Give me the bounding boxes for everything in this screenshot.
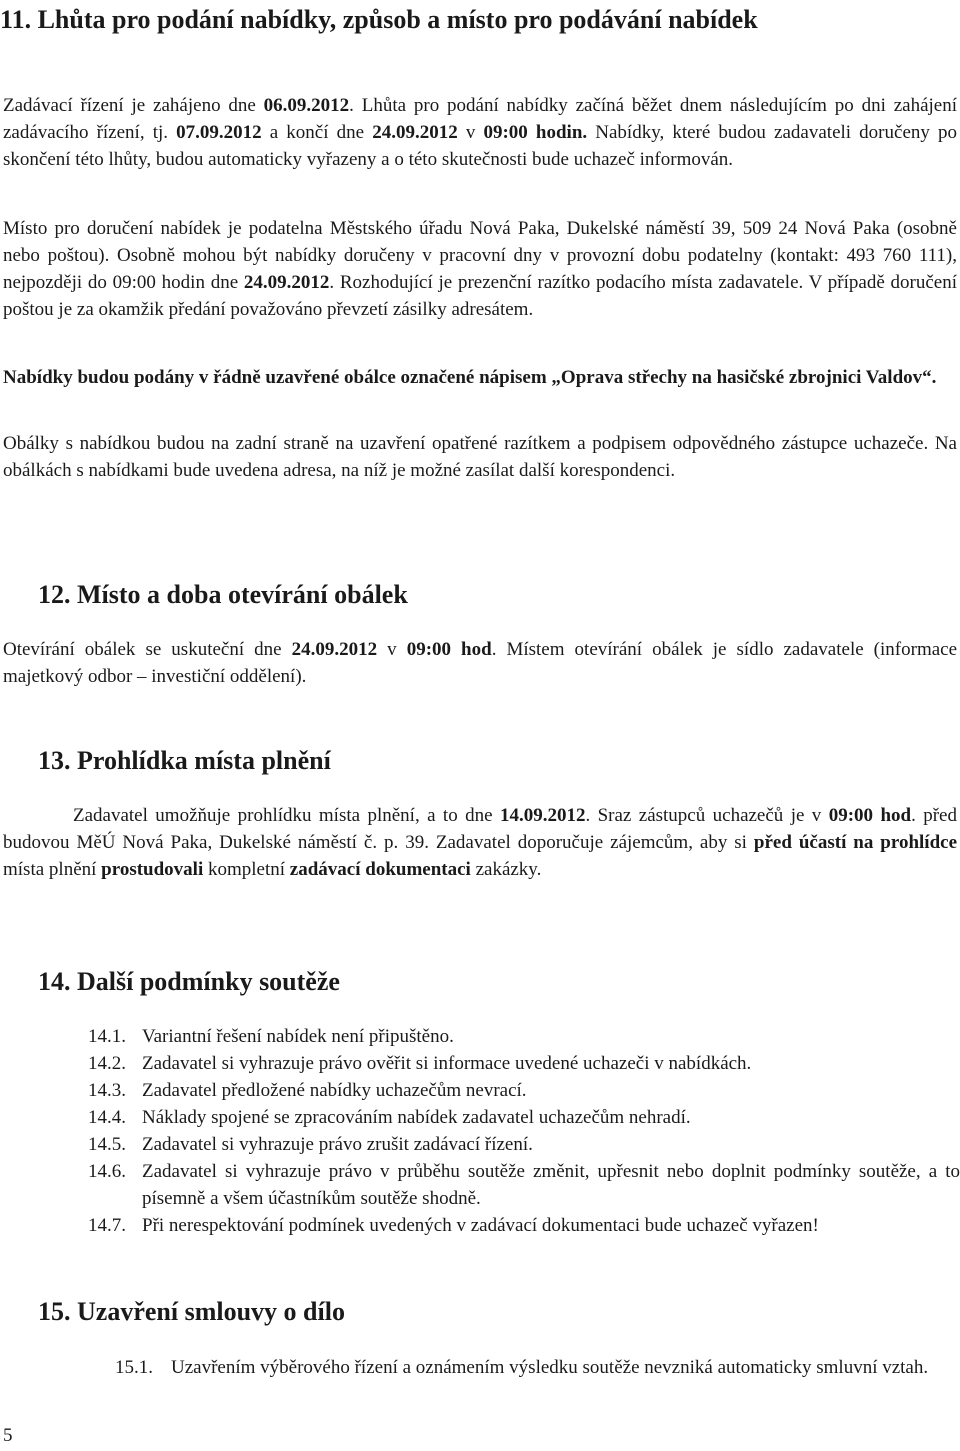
text-run: 24.09.2012 (372, 122, 458, 143)
list-item (88, 1023, 960, 1050)
list-item-number: 14.1. (88, 1026, 126, 1047)
section-11-paragraph-2 (3, 215, 957, 323)
list-item (88, 1104, 960, 1131)
list-item-text: Variantní řešení nabídek není připuštěno. (142, 1026, 454, 1047)
list-item (88, 1050, 960, 1077)
section-11-paragraph-1 (3, 92, 957, 173)
list-item (88, 1158, 960, 1212)
text-run: Otevírání obálek se uskuteční dne (3, 639, 292, 660)
text-run: 09:00 hod (828, 805, 912, 826)
list-item-number: 14.3. (88, 1080, 126, 1101)
list-item-text: Zadavatel předložené nabídky uchazečům nevrací. (142, 1080, 527, 1101)
list-item-number: 14.7. (88, 1215, 126, 1236)
list-item-number: 14.6. (88, 1161, 126, 1182)
text-run: . Sraz zástupců uchazečů je v (585, 805, 829, 826)
section-14-heading: 14. Další podmínky soutěže (38, 967, 340, 996)
section-15-list (115, 1354, 960, 1381)
list-item-number: 14.5. (88, 1134, 126, 1155)
text-run: kompletní (203, 859, 290, 880)
list-item (88, 1077, 960, 1104)
section-14-list (88, 1023, 960, 1239)
text-run: 24.09.2012 (291, 639, 378, 660)
text-run: 14.09.2012 (499, 805, 586, 826)
text-run: 09:00 hodin. (483, 122, 588, 143)
list-item-text: Uzavřením výběrového řízení a oznámením výsledku soutěže nevzniká automaticky smluvní vztah. (171, 1357, 929, 1378)
text-run: 06.09.2012 (263, 95, 350, 116)
section-11-paragraph-4 (3, 430, 957, 484)
text-run: místa plnění (3, 859, 102, 880)
text-run: před účastí na prohlídce (753, 832, 958, 853)
text-run: 24.09.2012 (243, 272, 330, 293)
section-13-paragraph-1 (3, 802, 957, 883)
text-run: 07.09.2012 (176, 122, 262, 143)
text-run: Zadavatel umožňuje prohlídku místa plnění, a to dne (73, 805, 500, 826)
text-run: Nabídky, které budou zadavateli doručeny po skončení této lhůty, budou automaticky vyřazeny a o této skutečnosti bude uchazeč informován. (3, 122, 957, 170)
text-run: . Lhůta pro podání nabídky začíná běžet dnem následujícím po dni zahájení zadávacího řízení, tj. (3, 95, 957, 143)
list-item-text: Náklady spojené se zpracováním nabídek zadavatel uchazečům nehradí. (142, 1107, 691, 1128)
text-run: Obálky s nabídkou budou na zadní straně na uzavření opatřené razítkem a podpisem odpovědného zástupce uchazeče. Na obálkách s nabídkami bude uvedena adresa, na níž je možné zasílat další korespondenci. (3, 433, 957, 481)
list-item-text: Zadavatel si vyhrazuje právo ověřit si informace uvedené uchazeči v nabídkách. (142, 1053, 752, 1074)
section-13-heading: 13. Prohlídka místa plnění (38, 746, 331, 775)
text-run: . Místem otevírání obálek je sídlo zadavatele (informace majetkový odbor – investiční oddělení). (3, 639, 958, 687)
section-11-heading: 11. Lhůta pro podání nabídky, způsob a místo pro podávání nabídek (0, 5, 758, 34)
text-run: Místo pro doručení nabídek je podatelna Městského úřadu Nová Paka, Dukelské náměstí 39, 509 24 Nová Paka (osobně nebo poštou). Osobně mohou být nabídky doručeny v pracovní dny v provozní dobu podatelny (kontakt: 493 760 111), nejpozději do 09:00 hodin dne (3, 218, 957, 293)
list-item-text: Zadavatel si vyhrazuje právo zrušit zadávací řízení. (142, 1134, 533, 1155)
text-run: zakázky. (470, 859, 542, 880)
list-item (88, 1212, 960, 1239)
text-run: zadávací dokumentaci (289, 859, 471, 880)
text-run: a končí dne (261, 122, 373, 143)
text-run: Nabídky budou podány v řádně uzavřené obálce označené nápisem „Oprava střechy na hasičské zbrojnici Valdov“. (3, 367, 937, 388)
section-15-heading: 15. Uzavření smlouvy o dílo (38, 1297, 345, 1326)
text-run: v (377, 639, 407, 660)
section-11-paragraph-3 (3, 364, 957, 391)
list-item-number: 14.4. (88, 1107, 126, 1128)
page-number: 5 (3, 1425, 13, 1446)
text-run: . Rozhodující je prezenční razítko podacího místa zadavatele. V případě doručení poštou je za okamžik předání považováno převzetí zásilky adresátem. (3, 272, 957, 320)
list-item (115, 1354, 960, 1381)
list-item-text: Při nerespektování podmínek uvedených v zadávací dokumentaci bude uchazeč vyřazen! (142, 1215, 819, 1236)
list-item-number: 15.1. (115, 1357, 153, 1378)
section-12-heading: 12. Místo a doba otevírání obálek (38, 580, 408, 609)
text-run: . před budovou MěÚ Nová Paka, Dukelské náměstí č. p. 39. Zadavatel doporučuje zájemcům, aby si (3, 805, 957, 853)
section-12-paragraph-1 (3, 636, 957, 690)
list-item (88, 1131, 960, 1158)
text-run: Zadávací řízení je zahájeno dne (3, 95, 264, 116)
list-item-number: 14.2. (88, 1053, 126, 1074)
text-run: prostudovali (101, 859, 204, 880)
text-run: v (457, 122, 484, 143)
list-item-text: Zadavatel si vyhrazuje právo v průběhu soutěže změnit, upřesnit nebo doplnit podmínky soutěže, a to písemně a všem účastníkům soutěže shodně. (142, 1161, 960, 1209)
text-run: 09:00 hod (406, 639, 492, 660)
